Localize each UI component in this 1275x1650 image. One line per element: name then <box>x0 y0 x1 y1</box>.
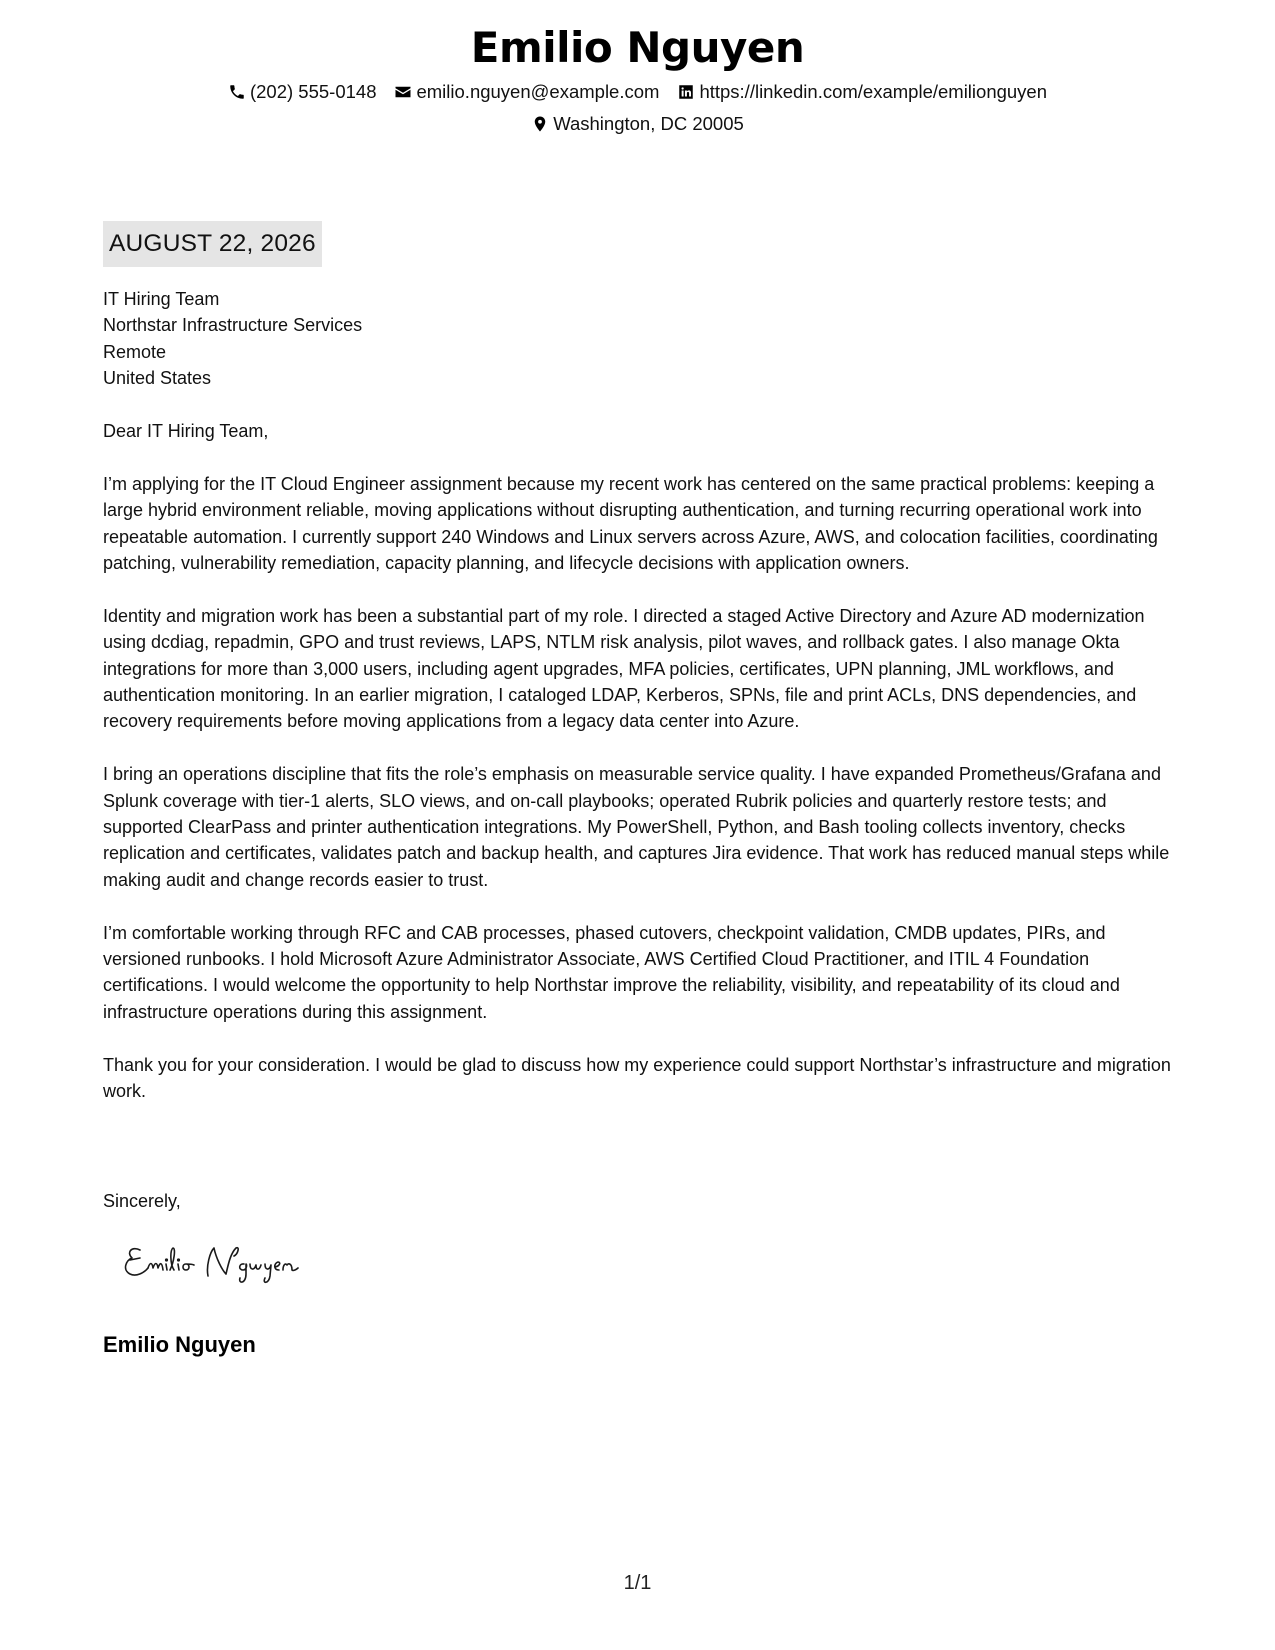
linkedin-icon <box>677 83 695 101</box>
closing: Sincerely, <box>103 1191 181 1211</box>
recipient-line: United States <box>103 368 212 389</box>
page-number: 1/1 <box>623 1572 652 1594</box>
applicant-name: Emilio Nguyen <box>470 23 805 72</box>
linkedin-link[interactable]: https://linkedin.com/example/emilionguyen <box>699 81 1048 102</box>
phone-text: (202) 555-0148 <box>249 81 377 102</box>
recipient-line: IT Hiring Team <box>103 289 220 309</box>
body-paragraph: Thank you for your consideration. I would be glad to discuss how my experience could support Northstar’s infrastructure and migration work. <box>103 1054 1171 1102</box>
email-link[interactable]: emilio.nguyen@example.com <box>416 81 660 102</box>
recipient-line: Northstar Infrastructure Services <box>103 315 363 336</box>
handwritten-signature <box>120 1236 350 1301</box>
signature-image <box>120 1236 350 1296</box>
body-paragraph: I’m applying for the IT Cloud Engineer assignment because my recent work has centered on the same practical problems: keeping a large hybrid environment reliable, moving applications without disrupting authentication, and turning recurring operational work into repeatable automation. I currently support 240 Windows and Linux servers across Azure, AWS, and colocation facilities, coordinating patching, vulnerability remediation, capacity planning, and lifecycle decisions with application owners. <box>103 473 1158 574</box>
salutation: Dear IT Hiring Team, <box>103 421 269 442</box>
location-contact <box>531 108 744 140</box>
recipient-block <box>103 286 1183 392</box>
phone-icon <box>228 83 246 101</box>
body-paragraph: I bring an operations discipline that fits the role’s emphasis on measurable service quality. I have expanded Prometheus/Grafana and Splunk coverage with tier-1 alerts, SLO views, and on-call playbooks; operated Rubrik policies and quarterly restore tests; and supported ClearPass and printer authentication integrations. My PowerShell, Python, and Bash tooling collects inventory, checks replication and certificates, validates patch and backup health, and captures Jira evidence. That work has reduced manual steps while making audit and change records easier to trust. <box>103 764 1170 890</box>
envelope-icon <box>394 83 412 101</box>
location-row <box>0 108 1275 140</box>
map-marker-icon <box>531 115 549 133</box>
letter-body <box>103 286 1183 1131</box>
location-text: Washington, DC 20005 <box>553 113 744 134</box>
body-paragraph: I’m comfortable working through RFC and CAB processes, phased cutovers, checkpoint validation, CMDB updates, PIRs, and versioned runbooks. I hold Microsoft Azure Administrator Associate, AWS Certified Cloud Practitioner, and ITIL 4 Foundation certifications. I would welcome the opportunity to help Northstar improve the reliability, visibility, and repeatability of its cloud and infrastructure operations during this assignment. <box>103 922 1120 1022</box>
contact-row <box>0 76 1275 108</box>
signer-name: Emilio Nguyen <box>103 1332 256 1357</box>
recipient-line: Remote <box>103 341 167 362</box>
linkedin-contact[interactable] <box>677 76 1047 108</box>
email-contact[interactable] <box>394 76 659 108</box>
letter-header <box>0 20 1275 140</box>
phone-contact <box>228 76 377 108</box>
body-paragraph: Identity and migration work has been a substantial part of my role. I directed a staged Active Directory and Azure AD modernization using dcdiag, repadmin, GPO and trust reviews, LAPS, NTLM risk analysis, pilot waves, and rollback gates. I also manage Okta integrations for more than 3,000 users, including agent upgrades, MFA policies, certificates, UPN planning, JML workflows, and authentication monitoring. In an earlier migration, I cataloged LDAP, Kerberos, SPNs, file and print ACLs, DNS dependencies, and recovery requirements before moving applications from a legacy data center into Azure. <box>103 605 1145 732</box>
letter-date: AUGUST 22, 2026 <box>103 221 322 267</box>
